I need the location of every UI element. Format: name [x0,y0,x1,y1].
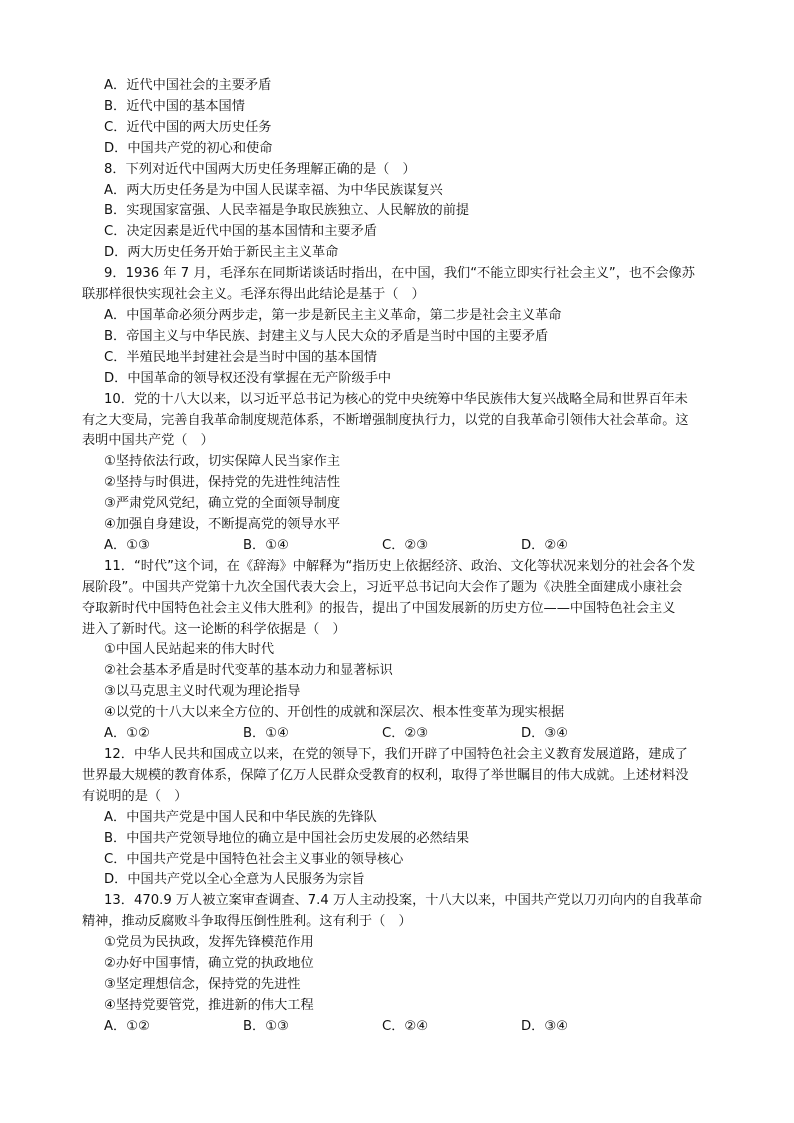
q9-stem-line-1: 9．1936 年 7 月，毛泽东在同斯诺谈话时指出，在中国，我们“不能立即实行社会主义”，也不会像苏 [104,266,695,282]
q12-stem-line-2: 世界最大规模的教育体系，保障了亿万人民群众受教育的权利，取得了举世瞩目的伟大成就。上述材料没 [82,767,689,783]
q11-item-2: ②社会基本矛盾是时代变革的基本动力和显著标识 [104,663,393,679]
q11-stem-line-4: 进入了新时代。这一论断的科学依据是（ ） [82,621,346,637]
q10-choice-c: C．②③ [382,537,429,553]
q13-item-3: ③坚定理想信念，保持党的先进性 [104,976,301,992]
q7-option-b: B．近代中国的基本国情 [104,98,245,114]
q10-stem-line-3: 表明中国共产党（ ） [82,433,214,449]
q12-option-d: D．中国共产党以全心全意为人民服务为宗旨 [104,872,365,888]
q7-option-d: D．中国共产党的初心和使命 [104,140,273,156]
q12-stem-line-3: 有说明的是（ ） [82,788,188,804]
q10-stem-line-1: 10．党的十八大以来，以习近平总书记为核心的党中央统筹中华民族伟大复兴战略全局和世界百年未 [104,391,688,407]
q10-item-4: ④加强自身建设，不断提高党的领导水平 [104,517,341,533]
q11-choice-a: A．①② [104,726,150,742]
q9-option-d: D．中国革命的领导权还没有掌握在无产阶级手中 [104,370,392,386]
q8-stem: 8．下列对近代中国两大历史任务理解正确的是（ ） [104,161,416,177]
q11-item-3: ③以马克思主义时代观为理论指导 [104,684,301,700]
q10-choice-a: A．①③ [104,537,150,553]
q9-option-c: C．半殖民地半封建社会是当时中国的基本国情 [104,349,377,365]
q11-choices [82,724,722,745]
q9-stem-line-2: 联那样很快实现社会主义。毛泽东得出此结论是基于（ ） [82,287,425,303]
q11-stem-line-1: 11．“时代”这个词，在《辞海》中解释为“指历史上依据经济、政治、文化等状况来划分的社会各个发 [104,558,696,574]
q12-stem-line-1: 12．中华人民共和国成立以来，在党的领导下，我们开辟了中国特色社会主义教育发展道路，建成了 [104,747,688,762]
q8-option-d: D．两大历史任务开始于新民主主义革命 [104,245,339,261]
q13-choice-c: C．②④ [382,1018,429,1034]
q13-stem-line-2: 精神，推动反腐败斗争取得压倒性胜利。这有利于（ ） [82,914,412,930]
q12-option-c: C．中国共产党是中国特色社会主义事业的领导核心 [104,851,404,867]
q13-choice-a: A．①② [104,1018,150,1034]
q10-item-3: ③严肃党风党纪，确立党的全面领导制度 [104,496,341,512]
q13-item-2: ②办好中国事情，确立党的执政地位 [104,956,314,972]
q12-option-b: B．中国共产党领导地位的确立是中国社会历史发展的必然结果 [104,830,470,846]
q11-stem-line-3: 夺取新时代中国特色社会主义伟大胜利》的报告，提出了中国发展新的历史方位——中国特色社会主义 [82,600,676,616]
q13-item-4: ④坚持党要管党，推进新的伟大工程 [104,997,314,1013]
q11-stem-line-2: 展阶段”。中国共产党第十九次全国代表大会上，习近平总书记向大会作了题为《决胜全面建成小康社会 [82,579,683,595]
q13-item-1: ①党员为民执政，发挥先锋模范作用 [104,935,314,951]
q10-item-1: ①坚持依法行政，切实保障人民当家作主 [104,454,341,470]
q7-option-c: C．近代中国的两大历史任务 [104,119,272,135]
q11-choice-c: C．②③ [382,726,429,742]
q7-option-a: A．近代中国社会的主要矛盾 [104,78,272,93]
q10-item-2: ②坚持与时俱进，保持党的先进性纯洁性 [104,475,341,491]
q11-item-1: ①中国人民站起来的伟大时代 [104,642,275,658]
q13-choice-d: D．③④ [521,1018,568,1034]
q10-choice-b: B．①④ [243,537,289,553]
q10-stem-line-2: 有之大变局，完善自我革命制度规范体系，不断增强制度执行力，以党的自我革命引领伟大社会革命。这 [82,412,689,428]
q10-choices [82,536,722,557]
q12-option-a: A．中国共产党是中国人民和中华民族的先锋队 [104,809,377,825]
q9-option-b: B．帝国主义与中华民族、封建主义与人民大众的矛盾是当时中国的主要矛盾 [104,328,549,344]
q9-option-a: A．中国革命必须分两步走，第一步是新民主主义革命，第二步是社会主义革命 [104,307,562,323]
exam-page [82,76,722,1038]
q10-choice-d: D．②④ [521,537,568,553]
q11-item-4: ④以党的十八大以来全方位的、开创性的成就和深层次、根本性变革为现实根据 [104,705,565,721]
q8-option-c: C．决定因素是近代中国的基本国情和主要矛盾 [104,224,377,240]
q8-option-b: B．实现国家富强、人民幸福是争取民族独立、人民解放的前提 [104,203,470,219]
q13-choices [82,1017,722,1038]
q8-option-a: A．两大历史任务是为中国人民谋幸福、为中华民族谋复兴 [104,182,443,198]
q11-choice-d: D．③④ [521,726,568,742]
q13-choice-b: B．①③ [243,1018,289,1034]
q11-choice-b: B．①④ [243,726,289,742]
q13-stem-line-1: 13．470.9 万人被立案审查调查、7.4 万人主动投案，十八大以来，中国共产党以刀刃向内的自我革命 [104,893,703,909]
